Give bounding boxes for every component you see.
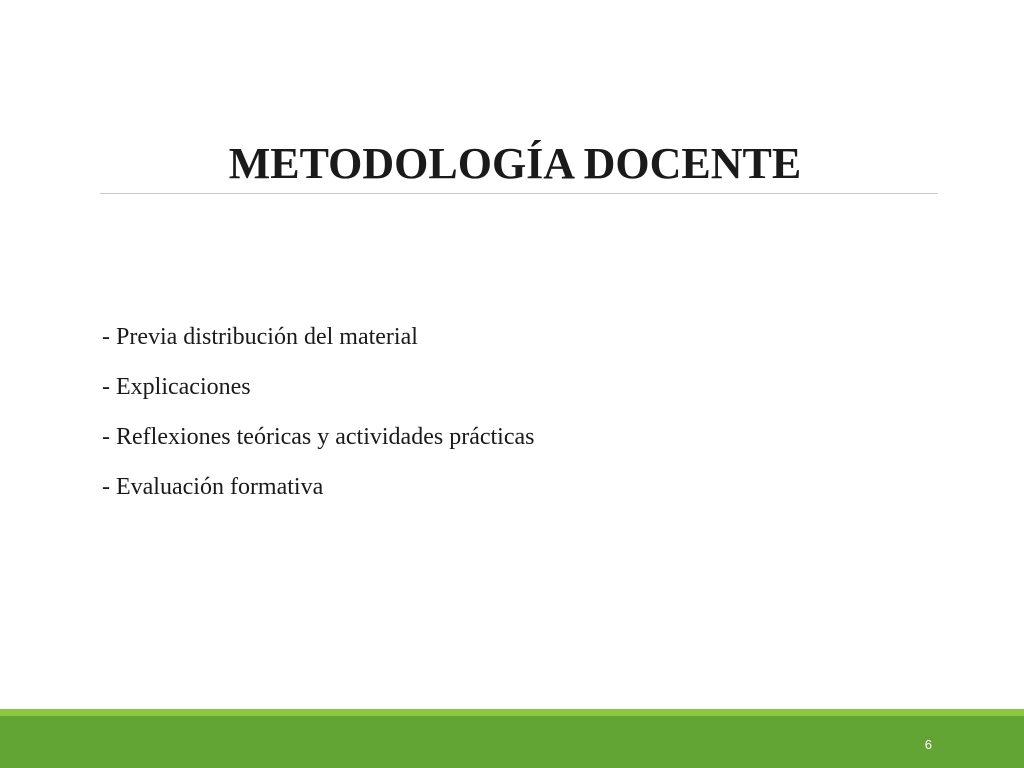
list-item: - Evaluación formativa (102, 474, 324, 500)
page-number: 6 (924, 737, 932, 752)
list-item: - Previa distribución del material (102, 324, 418, 350)
list-item: - Reflexiones teóricas y actividades prácticas (102, 424, 535, 450)
list-item: - Explicaciones (102, 374, 251, 400)
slide-title: METODOLOGÍA DOCENTE (228, 139, 802, 188)
footer-accent-stripe (0, 709, 1024, 716)
title-divider (100, 193, 938, 194)
content-list (102, 312, 534, 512)
footer-bar (0, 716, 1024, 768)
